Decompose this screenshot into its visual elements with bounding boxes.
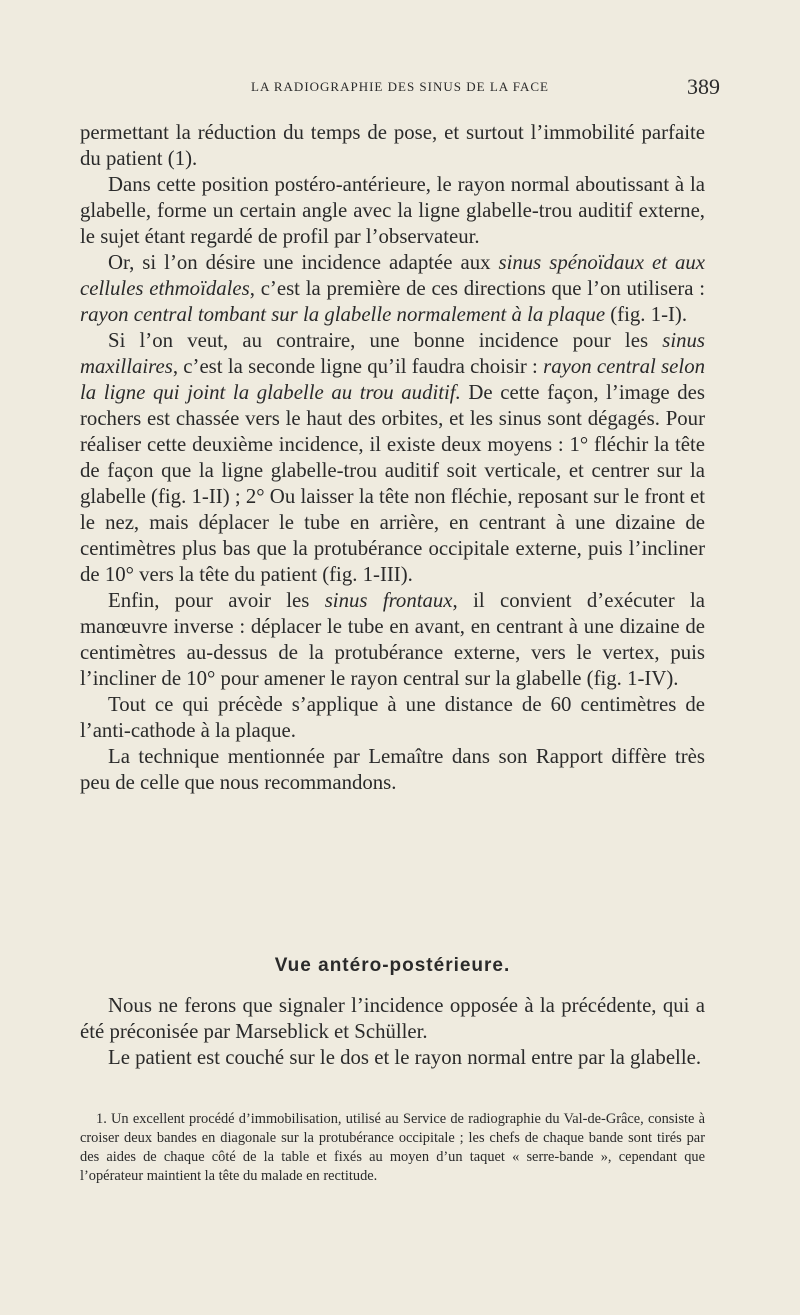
paragraph-opposite-incidence: Nous ne ferons que signaler l’incidence opposée à la précédente, qui a été préconisée par Marseblick et Schüller. (80, 994, 705, 1043)
paragraph-lemaitre: La technique mentionnée par Lemaître dans son Rapport diffère très peu de celle que nous recommandons. (80, 745, 705, 794)
paragraph-frontal (80, 588, 705, 692)
italic-text: rayon central tombant sur la glabelle normalement à la plaque (80, 303, 606, 326)
text: De cette façon, l’image des rochers est chassée vers le haut des orbites, et les sinus sont dégagés. Pour réaliser cette deuxième incidence, il existe deux moyens : 1° fléchir la tête de façon que la ligne glabelle-trou auditif soit verticale, et centrer sur la glabelle (fig. 1-II) ; 2° Ou laisser la tête non fléchie, reposant sur le front et le nez, mais déplacer le tube en arrière, en centrant à une dizaine de centimètres plus bas que la protubérance occipitale externe, puis l’incliner de 10° vers la tête du patient (fig. 1-III). (80, 381, 705, 586)
text: Enfin, pour avoir les (108, 589, 325, 612)
section-heading: Vue antéro-postérieure. (274, 955, 511, 976)
paragraph-maxillary (80, 328, 705, 588)
italic-text: sinus frontaux (324, 589, 453, 612)
italic-text: sinus spénoïdaux et aux cellules ethmoïdales (80, 251, 705, 300)
italic-text: sinus maxillaires (80, 329, 705, 378)
italic-text: rayon central selon la ligne qui joint la glabelle au trou auditif. (80, 355, 705, 404)
section-text (80, 993, 705, 1071)
footnote (80, 1110, 705, 1186)
paragraph-patient-position: Le patient est couché sur le dos et le rayon normal entre par la glabelle. (108, 1046, 702, 1069)
text: , c’est la première de ces directions que l’on utilisera : (249, 277, 705, 300)
paragraph-continuation: permettant la réduction du temps de pose, et surtout l’immobilité parfaite du patient (1). (80, 121, 705, 170)
text: , il convient d’exécuter la manœuvre inverse : déplacer le tube en avant, en centrant à une dizaine de centimètres au-dessus de la protubérance externe, vers le vertex, puis l’incliner de 10° pour amener le rayon central sur la glabelle (fig. 1-IV). (80, 589, 706, 690)
page-header (80, 76, 720, 100)
text: , c’est la seconde ligne qu’il faudra choisir : (172, 355, 544, 378)
text: Si l’on veut, au contraire, une bonne incidence pour les (108, 329, 663, 352)
main-text (80, 120, 705, 796)
paragraph-position: Dans cette position postéro-antérieure, le rayon normal aboutissant à la glabelle, forme un certain angle avec la ligne glabelle-trou auditif externe, le sujet étant regardé de profil par l’observateur. (80, 173, 705, 248)
footnote-text: 1. Un excellent procédé d’immobilisation, utilisé au Service de radiographie du Val-de-Grâce, consiste à croiser deux bandes en diagonale sur la protubérance occipitale ; les chefs de chaque bande sont tirés par des aides de chaque côté de la table et fixés au moyen d’un taquet « serre-bande », cependant que l’opérateur maintient la tête du malade en rectitude. (80, 1111, 705, 1184)
page-number: 389 (687, 74, 720, 99)
running-title: LA RADIOGRAPHIE DES SINUS DE LA FACE (251, 79, 549, 94)
paragraph-distance: Tout ce qui précède s’applique à une distance de 60 centimètres de l’anti-cathode à la plaque. (80, 693, 705, 742)
text: Or, si l’on désire une incidence adaptée aux (108, 251, 499, 274)
paragraph-sphenoid (80, 250, 705, 328)
text: (fig. 1-I). (605, 303, 688, 326)
